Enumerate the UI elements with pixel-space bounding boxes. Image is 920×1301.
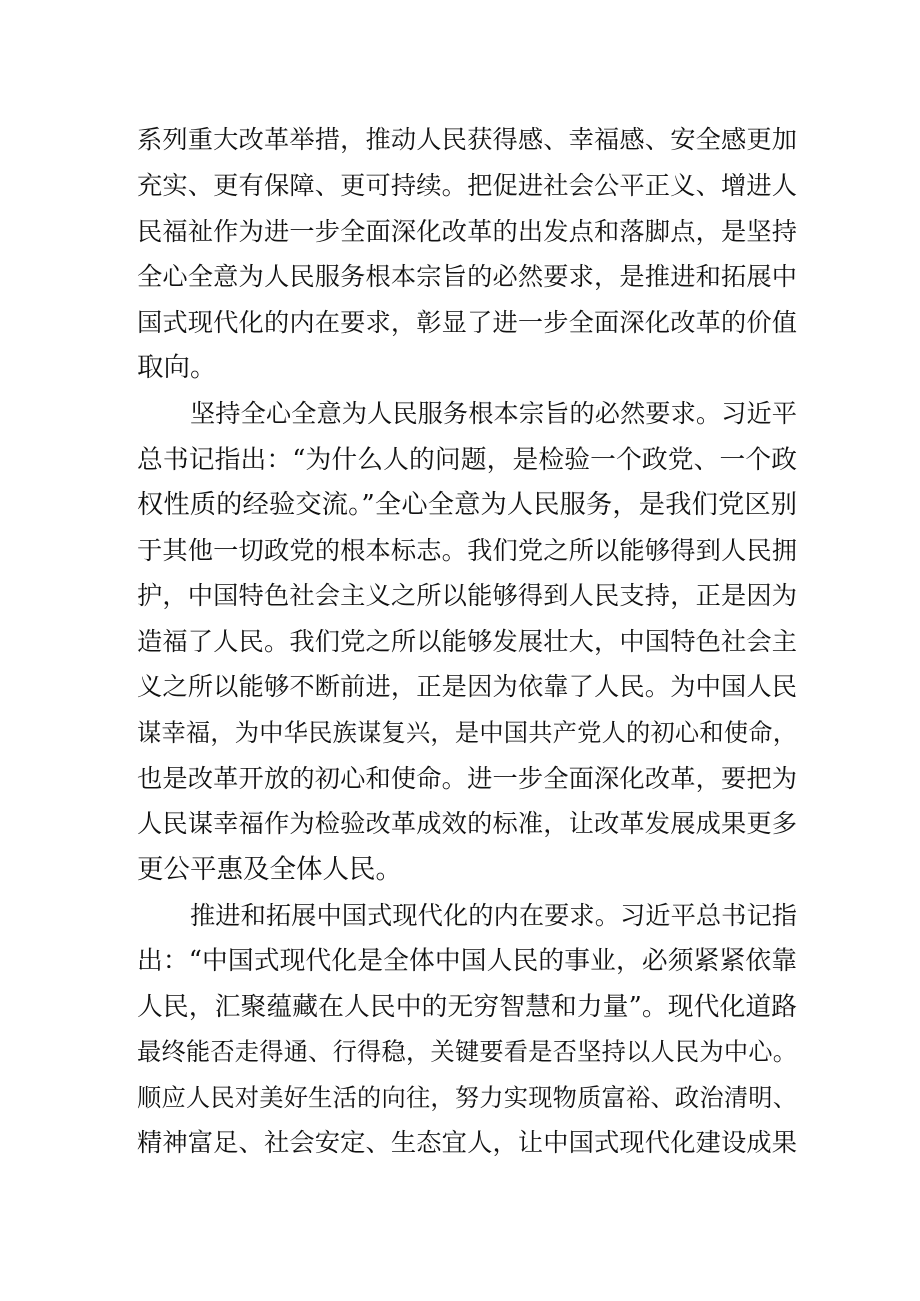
text-line: 全心全意为人民服务根本宗旨的必然要求，是推进和拓展中 bbox=[137, 262, 797, 291]
text-line: 取向。 bbox=[137, 352, 217, 383]
paragraph-first-line: 推进和拓展中国式现代化的内在要求。习近平总书记指 bbox=[190, 901, 797, 930]
text-line: 人民谋幸福作为检验改革成效的标准，让改革发展成果更多 bbox=[137, 809, 797, 838]
text-line: 权性质的经验交流。”全心全意为人民服务，是我们党区别 bbox=[137, 490, 797, 520]
text-line: 充实、更有保障、更可持续。把促进社会公平正义、增进人 bbox=[137, 171, 797, 200]
text-line: 也是改革开放的初心和使命。进一步全面深化改革，要把为 bbox=[137, 764, 797, 793]
text-line: 系列重大改革举措，推动人民获得感、幸福感、安全感更加 bbox=[137, 125, 797, 154]
text-line: 人民，汇聚蕴藏在人民中的无穷智慧和力量”。现代化道路 bbox=[137, 992, 797, 1022]
text-line: 国式现代化的内在要求，彰显了进一步全面深化改革的价值 bbox=[137, 308, 797, 337]
text-line: 义之所以能够不断前进，正是因为依靠了人民。为中国人民 bbox=[137, 672, 797, 701]
paragraph-first-line: 坚持全心全意为人民服务根本宗旨的必然要求。习近平 bbox=[190, 399, 797, 428]
text-line: 总书记指出：“为什么人的问题，是检验一个政党、一个政 bbox=[137, 445, 797, 475]
text-line: 护，中国特色社会主义之所以能够得到人民支持，正是因为 bbox=[137, 581, 797, 610]
text-line: 更公平惠及全体人民。 bbox=[137, 854, 402, 885]
text-line: 精神富足、社会安定、生态宜人，让中国式现代化建设成果 bbox=[137, 1128, 797, 1157]
text-line: 顺应人民对美好生活的向往，努力实现物质富裕、政治清明、 bbox=[137, 1083, 797, 1112]
text-line: 谋幸福，为中华民族谋复兴，是中国共产党人的初心和使命， bbox=[137, 718, 797, 747]
text-line: 最终能否走得通、行得稳，关键要看是否坚持以人民为中心。 bbox=[137, 1037, 797, 1066]
text-line: 于其他一切政党的根本标志。我们党之所以能够得到人民拥 bbox=[137, 536, 797, 565]
text-line: 造福了人民。我们党之所以能够发展壮大，中国特色社会主 bbox=[137, 627, 797, 656]
text-line: 民福祉作为进一步全面深化改革的出发点和落脚点，是坚持 bbox=[137, 217, 797, 246]
text-line: 出：“中国式现代化是全体中国人民的事业，必须紧紧依靠 bbox=[137, 946, 797, 976]
